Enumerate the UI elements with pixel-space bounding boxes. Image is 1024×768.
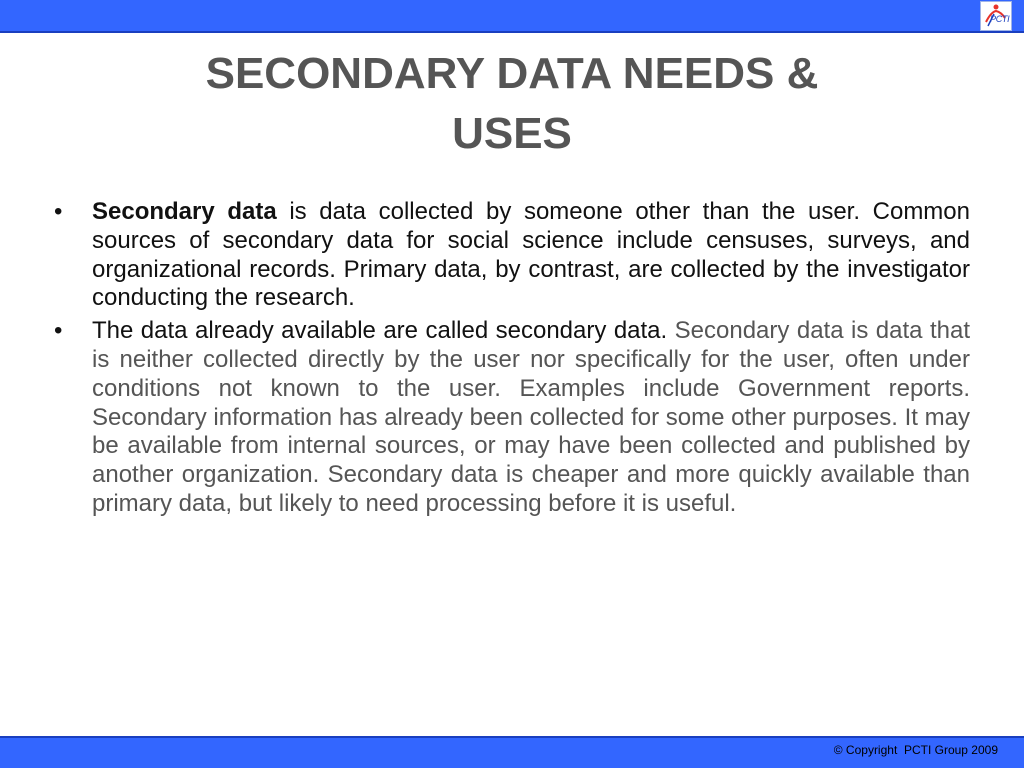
copyright-text: © Copyright PCTI Group 2009 bbox=[833, 743, 998, 757]
bullet-gray-text: Secondary data is data that is neither collected directly by the user nor specifically for the user, often under conditions not known to the user. Examples include Government reports. Secondary information has already been collected for some other purposes. It may be available from internal sources, or may have been collected and published by another organization. Secondary data is cheaper and more quickly available than primary data, but likely to need processing before it is useful. bbox=[92, 317, 970, 517]
slide-title bbox=[0, 44, 1024, 164]
bullet-text: The data already available are called secondary data. bbox=[92, 317, 675, 345]
bullet-list bbox=[50, 198, 970, 523]
bullet-text: is data collected by someone other than the user. Common sources of secondary data for social science include censuses, surveys, and organizational records. Primary data, by contrast, are collected by the investigator conducting the research. bbox=[92, 198, 970, 312]
bullet-marker: • bbox=[54, 198, 63, 225]
bullet-item-1 bbox=[50, 198, 970, 313]
bullet-marker: • bbox=[54, 317, 63, 345]
bullet-item-2 bbox=[50, 317, 970, 519]
slide-title-line-2: USES bbox=[452, 109, 572, 158]
bold-term: Secondary data bbox=[92, 198, 277, 225]
footer-bar bbox=[0, 736, 1024, 768]
header-bar bbox=[0, 0, 1024, 33]
slide-title-line-1: SECONDARY DATA NEEDS & bbox=[205, 49, 819, 98]
pcti-logo bbox=[980, 1, 1012, 31]
logo-text: PCTI bbox=[990, 14, 1010, 24]
